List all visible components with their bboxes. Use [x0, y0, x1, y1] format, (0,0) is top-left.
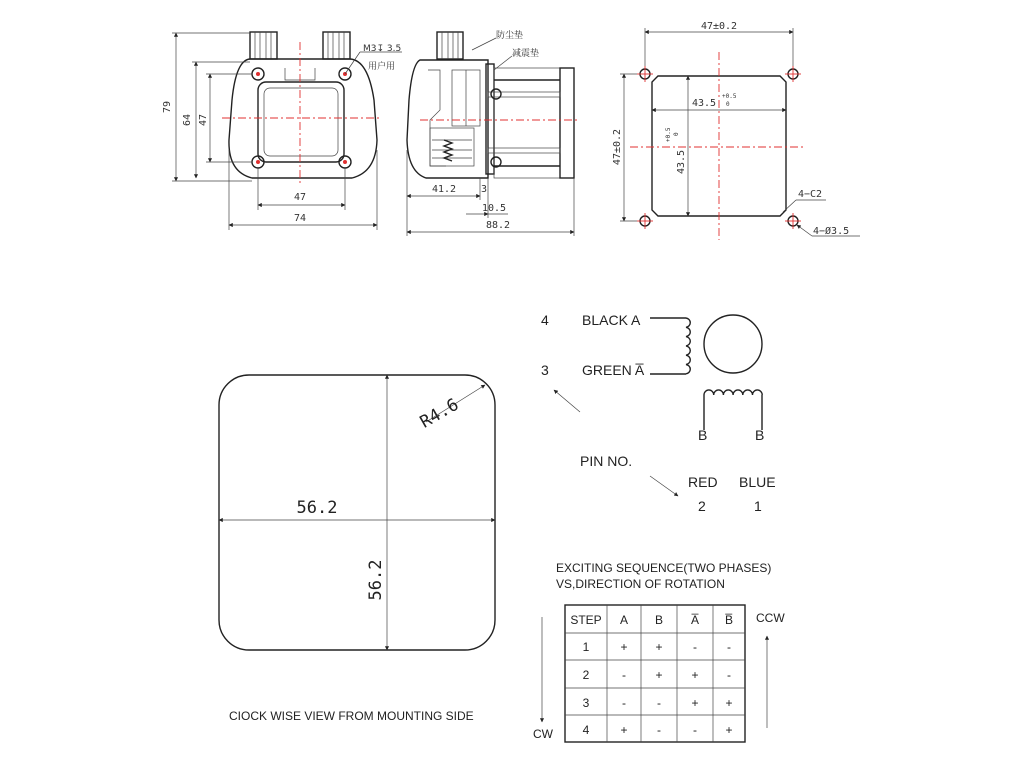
- side-view: [407, 29, 580, 236]
- table-cell: 1: [582, 640, 590, 654]
- screw-note-user: 用户用: [368, 62, 396, 72]
- wiring-diagram: [541, 312, 776, 514]
- table-cell: +: [655, 668, 663, 682]
- pin-number: 4: [541, 312, 549, 328]
- rotor-circle: [704, 315, 762, 373]
- table-header: A̅: [690, 613, 700, 627]
- table-cell: -: [657, 696, 661, 710]
- sequence-table: [565, 605, 745, 742]
- dim-47-left: 47±0.2: [612, 128, 623, 166]
- right-knob: [323, 32, 350, 59]
- wire-label: GREEN A̅: [582, 362, 645, 378]
- dim-3: 3: [480, 184, 488, 195]
- table-cell: +: [655, 640, 663, 654]
- dim-43-5-v: 43.5: [676, 149, 687, 175]
- table-cell: +: [620, 640, 628, 654]
- dim-64: 64: [182, 113, 193, 127]
- label-damping-pad: 减震垫: [512, 49, 540, 59]
- tol-zero-h: 0: [726, 101, 730, 108]
- table-header: B: [654, 613, 664, 627]
- table-cell: 2: [582, 668, 590, 682]
- sequence-title: EXCITING SEQUENCE(TWO PHASES): [556, 561, 772, 575]
- coil-b: [704, 390, 762, 395]
- view-caption: CIOCK WISE VIEW FROM MOUNTING SIDE: [229, 709, 474, 723]
- tol-zero-v: 0: [673, 132, 680, 136]
- table-cell: -: [727, 668, 731, 682]
- cw-label: CW: [533, 727, 553, 741]
- left-knob: [250, 32, 277, 59]
- table-cell: -: [622, 696, 626, 710]
- table-cell: -: [693, 723, 697, 737]
- dim-79: 79: [162, 100, 173, 114]
- sequence-section: [533, 561, 785, 742]
- screw-note: M3↧ 3.5: [363, 44, 402, 54]
- table-header: A: [619, 613, 629, 627]
- color-red: RED: [688, 474, 718, 490]
- dim-74: 74: [293, 213, 307, 224]
- pin-number: 3: [541, 362, 549, 378]
- tol-plus-h: +0.5: [722, 93, 737, 100]
- table-cell: -: [727, 640, 731, 654]
- table-cell: -: [622, 668, 626, 682]
- ccw-label: CCW: [756, 611, 785, 625]
- table-cell: +: [691, 696, 699, 710]
- front-view: [162, 32, 402, 230]
- dim-43-5-h: 43.5: [691, 98, 717, 109]
- chamfer-note: 4−C2: [798, 189, 823, 200]
- sequence-subtitle: VS,DIRECTION OF ROTATION: [556, 577, 725, 591]
- table-header: B̅: [724, 613, 734, 627]
- dim-47-v: 47: [198, 113, 209, 127]
- front-window: [258, 82, 344, 162]
- table-cell: -: [657, 723, 661, 737]
- height-label: 56.2: [366, 559, 386, 601]
- front-body-outline: [229, 59, 377, 178]
- holes-note: 4−Ø3.5: [813, 226, 850, 237]
- dim-41-2: 41.2: [431, 184, 457, 195]
- dim-10-5: 10.5: [481, 203, 507, 214]
- table-cell: 3: [582, 696, 590, 710]
- dim-47-h: 47: [293, 192, 307, 203]
- table-cell: +: [725, 723, 733, 737]
- pin-blue-no: 1: [754, 498, 762, 514]
- b-label: B: [698, 427, 708, 443]
- table-cell: +: [620, 723, 628, 737]
- table-header: STEP: [570, 613, 602, 627]
- pin-no-label: PIN NO.: [580, 453, 633, 469]
- tol-plus-v: +0.5: [665, 127, 672, 142]
- side-body-outline: [407, 60, 488, 178]
- label-dust-pad: 防尘垫: [496, 31, 524, 41]
- table-cell: +: [725, 696, 733, 710]
- flange-view: [612, 21, 860, 240]
- width-label: 56.2: [296, 498, 338, 518]
- square-view: [219, 375, 495, 723]
- table-cell: 4: [582, 723, 590, 737]
- dim-47-top: 47±0.2: [700, 21, 738, 32]
- dim-88-2: 88.2: [485, 220, 511, 231]
- radius-label: R4.6: [416, 394, 463, 433]
- table-cell: -: [693, 640, 697, 654]
- side-knob: [437, 32, 463, 59]
- coil-a: [686, 318, 690, 374]
- wire-label: BLACK A: [582, 312, 641, 328]
- pin-red-no: 2: [698, 498, 706, 514]
- b-label: B: [755, 427, 765, 443]
- color-blue: BLUE: [739, 474, 776, 490]
- table-cell: +: [691, 668, 699, 682]
